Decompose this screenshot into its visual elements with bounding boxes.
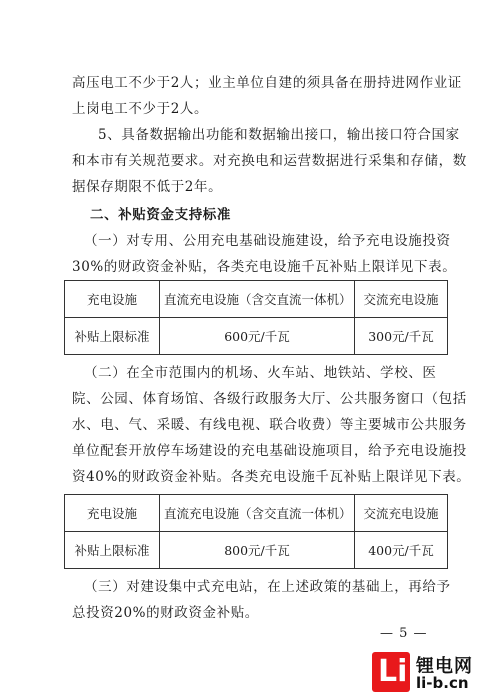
table-cell: 直流充电设施（含交直流一体机）: [160, 281, 355, 318]
table-cell: 交流充电设施: [355, 495, 448, 532]
paragraph-line: 30%的财政资金补贴，各类充电设施千瓦补贴上限详见下表。: [72, 259, 457, 275]
table-cell: 直流充电设施（含交直流一体机）: [160, 495, 355, 532]
paragraph-line: 上岗电工不少于2人。: [72, 101, 209, 117]
table-cell: 充电设施: [65, 495, 160, 532]
table-cell: 补贴上限标准: [65, 318, 160, 355]
paragraph-line: 高压电工不少于2人；业主单位自建的须具备在册持进网作业证: [72, 75, 462, 91]
paragraph-line: （一）对专用、公用充电基础设施建设，给予充电设施投资: [84, 233, 451, 249]
paragraph-line: 据保存期限不低于2年。: [72, 179, 223, 195]
paragraph-line: 水、电、气、采暖、有线电视、联合收费）等主要城市公共服务: [72, 417, 467, 433]
table-header-row: [65, 495, 448, 532]
table-cell: 充电设施: [65, 281, 160, 318]
subsidy-table-1: [64, 280, 448, 355]
section-heading: 二、补贴资金支持标准: [90, 207, 231, 223]
paragraph-line: 资40%的财政资金补贴。各类充电设施千瓦补贴上限详见下表。: [72, 469, 471, 485]
table-cell: 400元/千瓦: [355, 532, 448, 569]
paragraph-line: 和本市有关规范要求。对充换电和运营数据进行采集和存储，数: [72, 153, 467, 169]
table-cell: 交流充电设施: [355, 281, 448, 318]
table-cell: 300元/千瓦: [355, 318, 448, 355]
paragraph-line: （二）在全市范围内的机场、火车站、地铁站、学校、医: [84, 365, 437, 381]
table-cell: 补贴上限标准: [65, 532, 160, 569]
paragraph-line: 单位配套开放停车场建设的充电基础设施项目，给予充电设施投: [72, 443, 467, 459]
paragraph-line: （三）对建设集中式充电站，在上述政策的基础上，再给予: [84, 579, 451, 595]
logo-name: 锂电网: [416, 656, 473, 677]
table-header-row: [65, 281, 448, 318]
logo-mark-text: Li: [378, 654, 408, 689]
logo-url: li-b.cn: [416, 674, 469, 692]
paragraph-line: 总投资20%的财政资金补贴。: [72, 605, 259, 621]
watermark-logo: [372, 650, 496, 694]
paragraph-line: 5、具备数据输出功能和数据输出接口，输出接口符合国家: [98, 127, 460, 143]
table-row: [65, 532, 448, 569]
table-row: [65, 318, 448, 355]
subsidy-table-2: [64, 494, 448, 569]
page-number: — 5 —: [380, 626, 428, 641]
paragraph-line: 院、公园、体育场馆、各级行政服务大厅、公共服务窗口（包括: [72, 391, 467, 407]
logo-mark-icon: [372, 652, 410, 692]
table-cell: 600元/千瓦: [160, 318, 355, 355]
table-cell: 800元/千瓦: [160, 532, 355, 569]
